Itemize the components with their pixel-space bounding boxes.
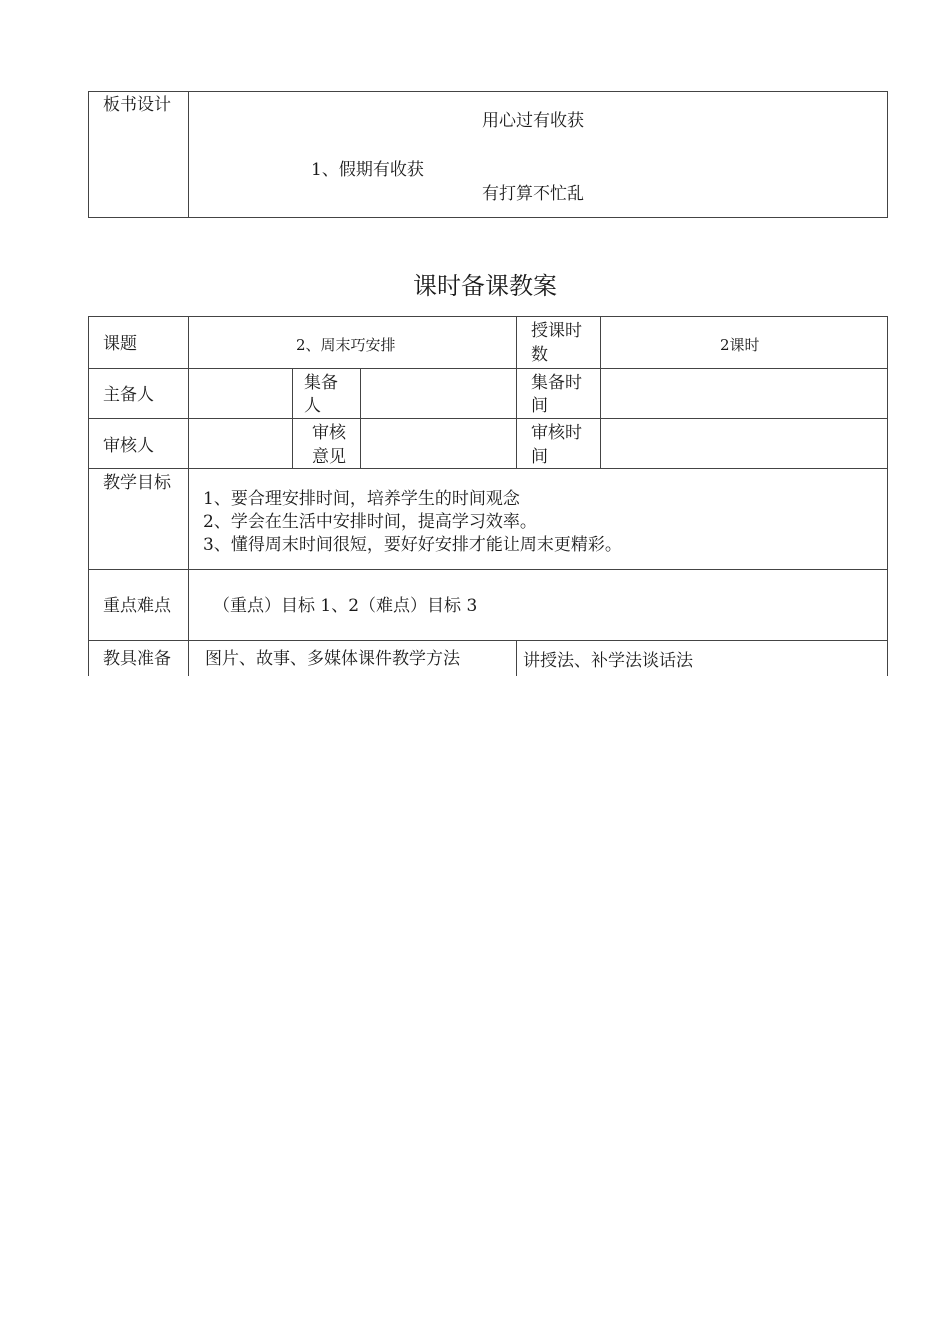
key-points-value: （重点）目标 1、2（难点）目标 3: [213, 596, 478, 616]
page-title: 课时备课教案: [413, 272, 557, 300]
column-divider: [516, 640, 517, 676]
column-divider: [516, 316, 517, 468]
hours-label-line-2: 数: [531, 345, 548, 365]
board-design-line-1: 用心过有收获: [482, 111, 584, 131]
row-divider: [88, 418, 888, 419]
board-design-line-3: 有打算不忙乱: [482, 184, 584, 204]
column-divider: [292, 368, 293, 468]
reviewer-label: 审核人: [103, 436, 154, 456]
row-divider: [88, 640, 888, 641]
row-divider: [88, 569, 888, 570]
board-design-label: 板书设计: [103, 95, 171, 115]
topic-value: 2、周末巧安排: [296, 336, 396, 354]
goal-item-3: 3、懂得周末时间很短，要好好安排才能让周末更精彩。: [203, 535, 622, 555]
method-value: 讲授法、补学法谈话法: [523, 651, 693, 671]
tools-label: 教具准备: [103, 649, 171, 669]
column-divider: [600, 316, 601, 468]
review-time-label-line-1: 审核时: [531, 423, 582, 443]
group-time-label-line-1: 集备时: [531, 373, 582, 393]
topic-label: 课题: [103, 334, 137, 354]
label-column-divider: [188, 316, 189, 676]
key-points-label: 重点难点: [103, 596, 171, 616]
goal-item-2: 2、学会在生活中安排时间，提高学习效率。: [203, 512, 537, 532]
board-design-divider: [188, 91, 189, 218]
preparer-label: 主备人: [103, 385, 154, 405]
tools-value: 图片、故事、多媒体课件教学方法: [205, 649, 460, 669]
group-prep-label-line-1: 集备: [304, 373, 338, 393]
hours-value: 2课时: [720, 336, 760, 354]
review-time-label-line-2: 间: [531, 447, 548, 467]
goals-label: 教学目标: [103, 473, 171, 493]
hours-label-line-1: 授课时: [531, 321, 582, 341]
review-opinion-label-line-1: 审核: [312, 423, 346, 443]
board-design-line-2: 1、假期有收获: [311, 160, 424, 180]
review-opinion-label-line-2: 意见: [312, 447, 346, 467]
goal-item-1: 1、要合理安排时间，培养学生的时间观念: [203, 489, 520, 509]
group-time-label-line-2: 间: [531, 396, 548, 416]
group-prep-label-line-2: 人: [304, 396, 321, 416]
row-divider: [88, 368, 888, 369]
column-divider: [360, 368, 361, 468]
row-divider: [88, 468, 888, 469]
